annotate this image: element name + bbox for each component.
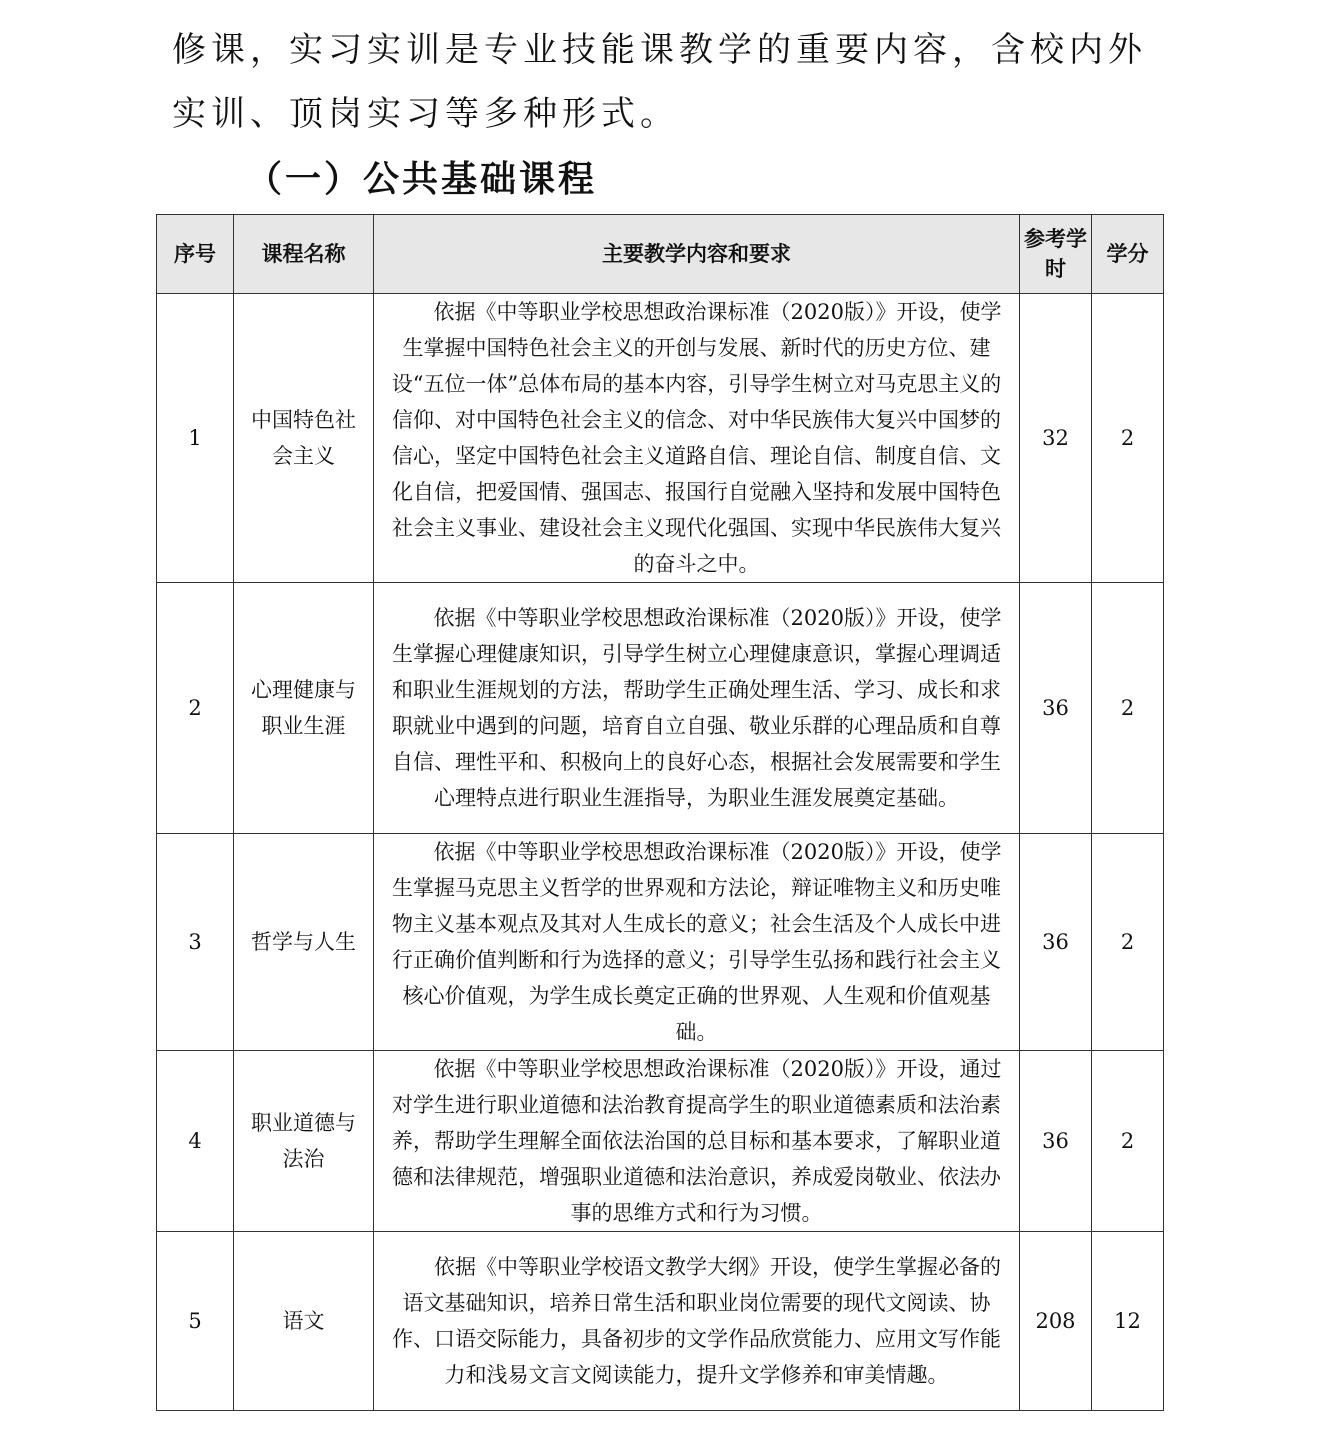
section-heading: （一）公共基础课程 bbox=[246, 159, 598, 200]
intro-paragraph: 修课，实习实训是专业技能课教学的重要内容，含校内外实训、顶岗实习等多种形式。 bbox=[172, 30, 1147, 134]
row-credits: 2 bbox=[1092, 834, 1164, 1051]
row-hours: 36 bbox=[1020, 583, 1092, 834]
content-text: 依据《中等职业学校思想政治课标准（2020版）》开设，使学生掌握马克思主义哲学的世界观和方法论，辩证唯物主义和历史唯物主义基本观点及其对人生成长的意义；社会生活及个人成长中进行正确价值判断和行为选择的意义；引导学生弘扬和践行社会主义核心价值观，为学生成长奠定正确的世界观、人生观和价值观基础。 bbox=[392, 840, 1002, 1044]
course-name-text: 哲学与人生 bbox=[251, 930, 356, 954]
header-hours: 参考学时 bbox=[1020, 215, 1092, 294]
row-hours: 208 bbox=[1020, 1232, 1092, 1411]
row-course-name bbox=[234, 1051, 374, 1232]
row-hours: 36 bbox=[1020, 834, 1092, 1051]
content-text: 依据《中等职业学校思想政治课标准（2020版）》开设，使学生掌握中国特色社会主义的开创与发展、新时代的历史方位、建设“五位一体”总体布局的基本内容，引导学生树立对马克思主义的信仰、对中国特色社会主义的信念、对中华民族伟大复兴中国梦的信心，坚定中国特色社会主义道路自信、理论自信、制度自信、文化自信，把爱国情、强国志、报国行自觉融入坚持和发展中国特色社会主义事业、建设社会主义现代化强国、实现中华民族伟大复兴的奋斗之中。 bbox=[391, 300, 1002, 576]
header-course-name: 课程名称 bbox=[234, 215, 374, 294]
row-index: 4 bbox=[157, 1051, 234, 1232]
row-credits: 2 bbox=[1092, 583, 1164, 834]
row-content bbox=[374, 1051, 1020, 1232]
row-hours: 36 bbox=[1020, 1051, 1092, 1232]
row-content bbox=[374, 834, 1020, 1051]
table-row bbox=[157, 834, 1164, 1051]
course-name-text: 中国特色社会主义 bbox=[251, 408, 356, 468]
row-hours: 32 bbox=[1020, 294, 1092, 583]
table-row bbox=[157, 1051, 1164, 1232]
row-index: 1 bbox=[157, 294, 234, 583]
row-credits: 12 bbox=[1092, 1232, 1164, 1411]
row-course-name bbox=[234, 834, 374, 1051]
row-credits: 2 bbox=[1092, 294, 1164, 583]
course-name-text: 心理健康与职业生涯 bbox=[251, 678, 356, 738]
content-text: 依据《中等职业学校语文教学大纲》开设，使学生掌握必备的语文基础知识，培养日常生活和职业岗位需要的现代文阅读、协作、口语交际能力，具备初步的文学作品欣赏能力、应用文写作能力和浅易文言文阅读能力，提升文学修养和审美情趣。 bbox=[392, 1255, 1001, 1387]
header-credits: 学分 bbox=[1092, 215, 1164, 294]
row-content bbox=[374, 294, 1020, 583]
table-row bbox=[157, 583, 1164, 834]
content-text: 依据《中等职业学校思想政治课标准（2020版）》开设，使学生掌握心理健康知识，引导学生树立心理健康意识，掌握心理调适和职业生涯规划的方法，帮助学生正确处理生活、学习、成长和求职就业中遇到的问题，培育自立自强、敬业乐群的心理品质和自尊自信、理性平和、积极向上的良好心态，根据社会发展需要和学生心理特点进行职业生涯指导，为职业生涯发展奠定基础。 bbox=[392, 606, 1002, 810]
row-index: 5 bbox=[157, 1232, 234, 1411]
content-text: 依据《中等职业学校思想政治课标准（2020版）》开设，通过对学生进行职业道德和法治教育提高学生的职业道德素质和法治素养，帮助学生理解全面依法治国的总目标和基本要求，了解职业道德和法律规范，增强职业道德和法治意识，养成爱岗敬业、依法办事的思维方式和行为习惯。 bbox=[392, 1057, 1002, 1225]
table-row bbox=[157, 1232, 1164, 1411]
course-name-text: 语文 bbox=[282, 1309, 325, 1333]
row-course-name bbox=[234, 1232, 374, 1411]
row-index: 2 bbox=[157, 583, 234, 834]
header-index: 序号 bbox=[157, 215, 234, 294]
table-row bbox=[157, 294, 1164, 583]
row-course-name bbox=[234, 583, 374, 834]
header-content: 主要教学内容和要求 bbox=[374, 215, 1020, 294]
row-index: 3 bbox=[157, 834, 234, 1051]
row-content bbox=[374, 1232, 1020, 1411]
course-name-text: 职业道德与法治 bbox=[251, 1111, 356, 1171]
table-header-row bbox=[157, 215, 1164, 294]
course-table bbox=[156, 214, 1164, 1411]
row-credits: 2 bbox=[1092, 1051, 1164, 1232]
row-content bbox=[374, 583, 1020, 834]
row-course-name bbox=[234, 294, 374, 583]
